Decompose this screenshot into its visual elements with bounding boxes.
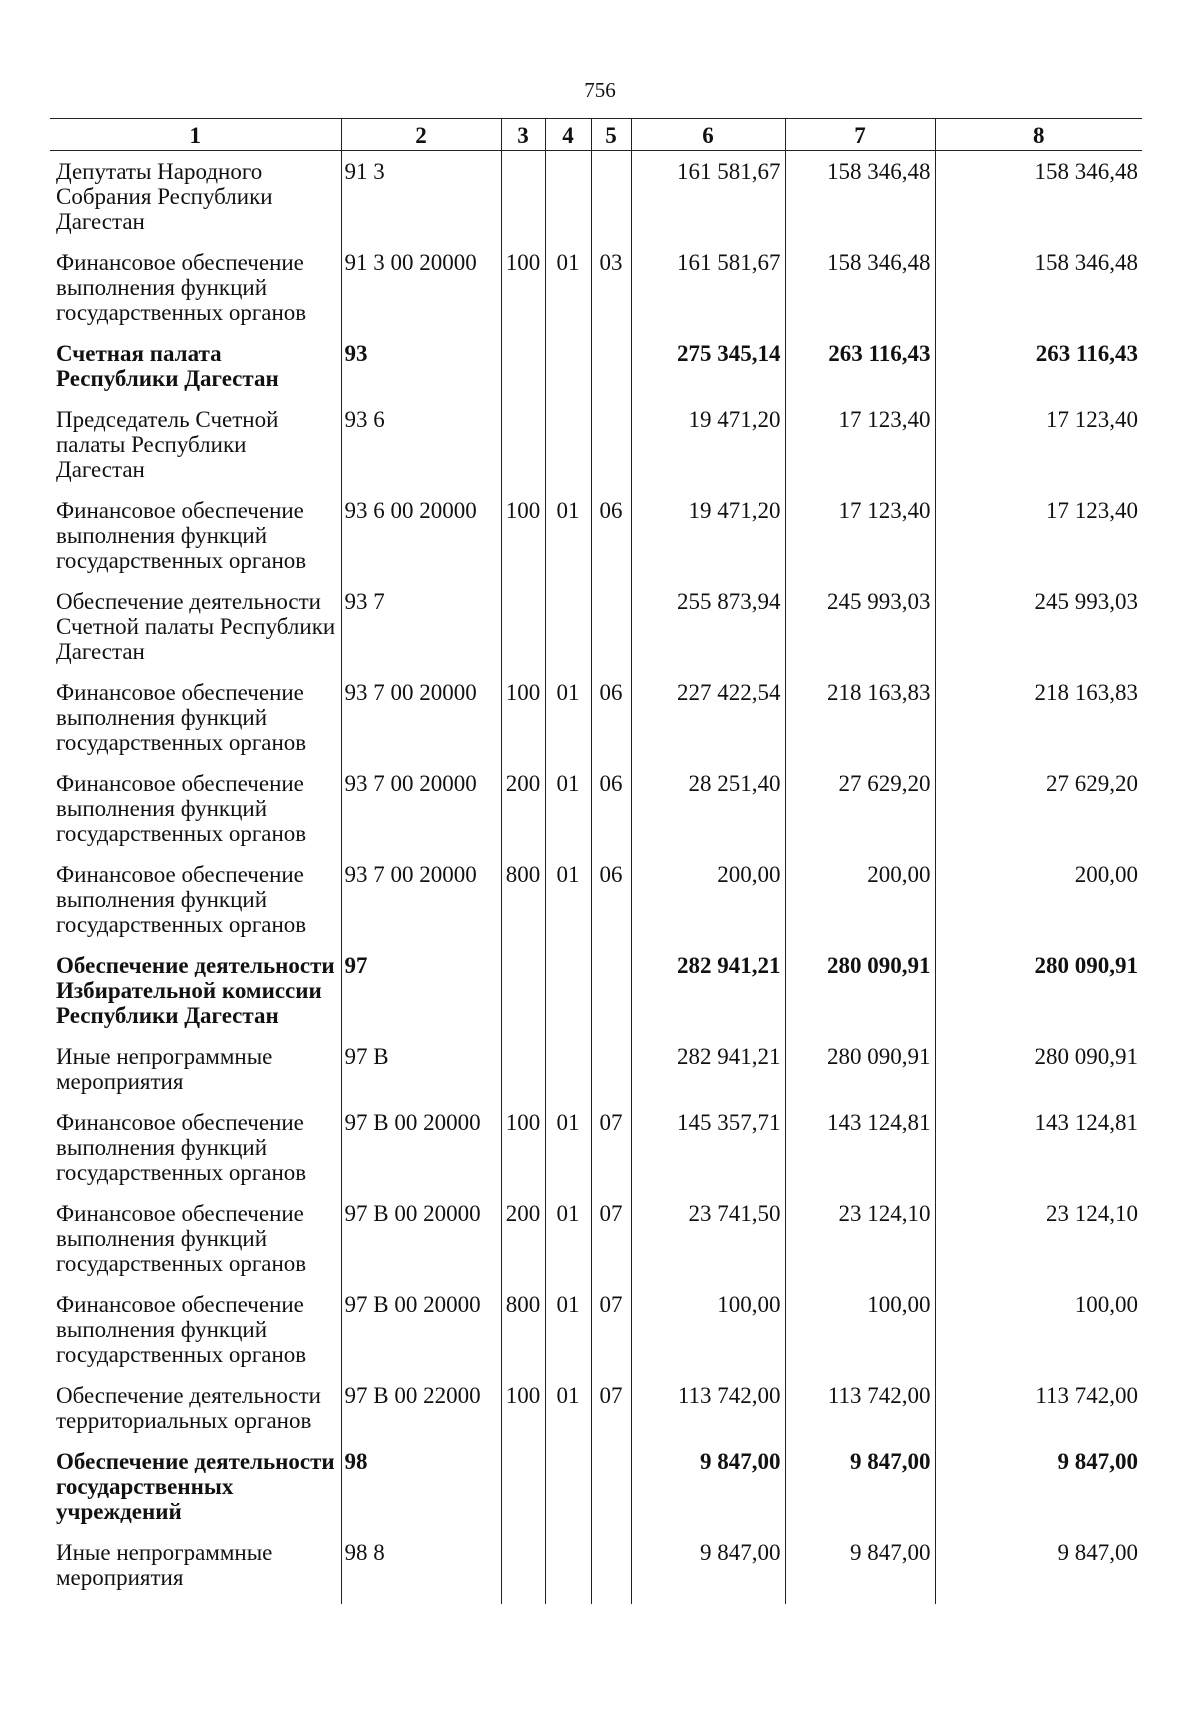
table-row <box>50 333 1142 399</box>
row-value-6: 9 847,00 <box>631 1441 785 1532</box>
row-code: 97 В <box>341 1036 501 1102</box>
row-col-4 <box>545 1036 591 1102</box>
row-col-5 <box>591 333 631 399</box>
row-value-7: 280 090,91 <box>785 1036 935 1102</box>
row-value-6: 100,00 <box>631 1284 785 1375</box>
row-name: Депутаты Народного Собрания Республики Дагестан <box>56 159 273 234</box>
row-value-7: 17 123,40 <box>785 490 935 581</box>
row-name: Счетная палата Республики Дагестан <box>56 341 279 391</box>
row-col-3: 200 <box>501 1193 545 1284</box>
row-value-8: 200,00 <box>935 854 1142 945</box>
row-col-4: 01 <box>545 854 591 945</box>
row-name: Председатель Счетной палаты Республики Дагестан <box>56 407 279 482</box>
row-name: Финансовое обеспечение выполнения функций государственных органов <box>56 862 307 937</box>
row-name: Обеспечение деятельности Избирательной комиссии Республики Дагестан <box>56 953 335 1028</box>
row-value-8: 280 090,91 <box>935 945 1142 1036</box>
row-code: 91 3 00 20000 <box>341 242 501 333</box>
table-row <box>50 945 1142 1036</box>
row-name: Обеспечение деятельности Счетной палаты Республики Дагестан <box>56 589 336 664</box>
row-value-6: 275 345,14 <box>631 333 785 399</box>
row-code: 97 В 00 20000 <box>341 1102 501 1193</box>
row-col-3: 800 <box>501 854 545 945</box>
row-col-5: 07 <box>591 1284 631 1375</box>
row-value-8: 17 123,40 <box>935 490 1142 581</box>
table-row <box>50 672 1142 763</box>
table-row <box>50 763 1142 854</box>
row-value-7: 218 163,83 <box>785 672 935 763</box>
row-value-6: 282 941,21 <box>631 945 785 1036</box>
row-col-4: 01 <box>545 763 591 854</box>
row-name: Обеспечение деятельности государственных учреждений <box>56 1449 335 1524</box>
row-col-4: 01 <box>545 490 591 581</box>
header-col-6: 6 <box>631 119 785 151</box>
row-col-5: 07 <box>591 1375 631 1441</box>
row-col-4: 01 <box>545 242 591 333</box>
header-col-2: 2 <box>341 119 501 151</box>
row-code: 93 7 00 20000 <box>341 854 501 945</box>
header-col-3: 3 <box>501 119 545 151</box>
row-col-3 <box>501 151 545 243</box>
row-col-4 <box>545 581 591 672</box>
row-value-8: 158 346,48 <box>935 242 1142 333</box>
row-col-4 <box>545 151 591 243</box>
row-value-6: 28 251,40 <box>631 763 785 854</box>
table-row <box>50 490 1142 581</box>
row-col-3: 200 <box>501 763 545 854</box>
row-code: 91 3 <box>341 151 501 243</box>
row-value-8: 9 847,00 <box>935 1441 1142 1532</box>
row-col-3 <box>501 945 545 1036</box>
row-value-8: 27 629,20 <box>935 763 1142 854</box>
budget-table <box>50 118 1142 1604</box>
row-value-7: 263 116,43 <box>785 333 935 399</box>
row-col-5: 06 <box>591 490 631 581</box>
row-code: 98 <box>341 1441 501 1532</box>
row-value-7: 158 346,48 <box>785 242 935 333</box>
row-value-8: 23 124,10 <box>935 1193 1142 1284</box>
row-value-6: 200,00 <box>631 854 785 945</box>
row-col-4 <box>545 399 591 490</box>
header-row <box>50 119 1142 151</box>
row-value-8: 113 742,00 <box>935 1375 1142 1441</box>
row-col-3: 100 <box>501 490 545 581</box>
row-col-4 <box>545 945 591 1036</box>
table-row <box>50 1441 1142 1532</box>
table-row <box>50 1284 1142 1375</box>
row-col-3 <box>501 1532 545 1604</box>
row-name: Финансовое обеспечение выполнения функций государственных органов <box>56 1110 307 1185</box>
row-code: 93 7 <box>341 581 501 672</box>
row-name: Обеспечение деятельности территориальных органов <box>56 1383 321 1433</box>
table-row <box>50 1036 1142 1102</box>
row-value-7: 113 742,00 <box>785 1375 935 1441</box>
table-row <box>50 1532 1142 1604</box>
row-name: Финансовое обеспечение выполнения функций государственных органов <box>56 771 307 846</box>
row-col-4: 01 <box>545 672 591 763</box>
row-value-8: 9 847,00 <box>935 1532 1142 1604</box>
row-col-4 <box>545 1532 591 1604</box>
row-col-3: 100 <box>501 1102 545 1193</box>
table-row <box>50 1193 1142 1284</box>
table-row <box>50 399 1142 490</box>
row-value-8: 100,00 <box>935 1284 1142 1375</box>
row-value-7: 143 124,81 <box>785 1102 935 1193</box>
table-row <box>50 854 1142 945</box>
row-value-7: 100,00 <box>785 1284 935 1375</box>
row-value-8: 17 123,40 <box>935 399 1142 490</box>
row-col-3: 100 <box>501 1375 545 1441</box>
row-value-6: 23 741,50 <box>631 1193 785 1284</box>
page-number: 756 <box>584 78 616 102</box>
row-value-6: 161 581,67 <box>631 151 785 243</box>
row-col-3 <box>501 1441 545 1532</box>
row-code: 93 7 00 20000 <box>341 763 501 854</box>
row-code: 97 В 00 20000 <box>341 1193 501 1284</box>
row-code: 93 7 00 20000 <box>341 672 501 763</box>
row-value-8: 143 124,81 <box>935 1102 1142 1193</box>
row-col-3: 100 <box>501 672 545 763</box>
row-name: Иные непрограммные мероприятия <box>56 1044 273 1094</box>
table-row <box>50 151 1142 243</box>
row-value-8: 263 116,43 <box>935 333 1142 399</box>
row-name: Финансовое обеспечение выполнения функций государственных органов <box>56 250 307 325</box>
row-col-3: 800 <box>501 1284 545 1375</box>
row-value-6: 113 742,00 <box>631 1375 785 1441</box>
table-row <box>50 1375 1142 1441</box>
row-name: Финансовое обеспечение выполнения функций государственных органов <box>56 498 307 573</box>
row-name: Финансовое обеспечение выполнения функций государственных органов <box>56 1292 307 1367</box>
row-value-7: 158 346,48 <box>785 151 935 243</box>
table-row <box>50 242 1142 333</box>
row-col-5 <box>591 151 631 243</box>
row-col-5: 03 <box>591 242 631 333</box>
row-col-4: 01 <box>545 1284 591 1375</box>
row-col-3 <box>501 333 545 399</box>
header-col-4: 4 <box>545 119 591 151</box>
table-body <box>50 151 1142 1605</box>
row-code: 97 В 00 22000 <box>341 1375 501 1441</box>
row-code: 93 6 00 20000 <box>341 490 501 581</box>
row-value-6: 9 847,00 <box>631 1532 785 1604</box>
row-col-5 <box>591 945 631 1036</box>
table-row <box>50 581 1142 672</box>
row-value-7: 9 847,00 <box>785 1441 935 1532</box>
row-value-6: 282 941,21 <box>631 1036 785 1102</box>
header-col-1: 1 <box>50 119 341 151</box>
header-col-7: 7 <box>785 119 935 151</box>
row-col-5: 07 <box>591 1193 631 1284</box>
table-row <box>50 1102 1142 1193</box>
row-value-7: 280 090,91 <box>785 945 935 1036</box>
row-name: Иные непрограммные мероприятия <box>56 1540 273 1590</box>
row-value-8: 280 090,91 <box>935 1036 1142 1102</box>
row-col-5 <box>591 581 631 672</box>
row-name: Финансовое обеспечение выполнения функций государственных органов <box>56 1201 307 1276</box>
row-code: 93 <box>341 333 501 399</box>
row-code: 97 <box>341 945 501 1036</box>
row-value-6: 227 422,54 <box>631 672 785 763</box>
row-name: Финансовое обеспечение выполнения функций государственных органов <box>56 680 307 755</box>
header-col-5: 5 <box>591 119 631 151</box>
row-value-8: 218 163,83 <box>935 672 1142 763</box>
row-col-5 <box>591 1441 631 1532</box>
row-code: 93 6 <box>341 399 501 490</box>
row-col-5 <box>591 1036 631 1102</box>
row-value-8: 245 993,03 <box>935 581 1142 672</box>
row-col-4: 01 <box>545 1193 591 1284</box>
row-code: 97 В 00 20000 <box>341 1284 501 1375</box>
row-value-7: 245 993,03 <box>785 581 935 672</box>
row-col-4: 01 <box>545 1375 591 1441</box>
row-col-5: 06 <box>591 763 631 854</box>
row-value-6: 255 873,94 <box>631 581 785 672</box>
row-col-5 <box>591 1532 631 1604</box>
row-value-7: 27 629,20 <box>785 763 935 854</box>
row-col-3: 100 <box>501 242 545 333</box>
row-code: 98 8 <box>341 1532 501 1604</box>
row-value-8: 158 346,48 <box>935 151 1142 243</box>
row-col-3 <box>501 399 545 490</box>
row-value-7: 9 847,00 <box>785 1532 935 1604</box>
row-col-5: 06 <box>591 672 631 763</box>
row-col-5: 06 <box>591 854 631 945</box>
row-value-6: 19 471,20 <box>631 399 785 490</box>
row-col-3 <box>501 581 545 672</box>
row-value-6: 19 471,20 <box>631 490 785 581</box>
row-col-4: 01 <box>545 1102 591 1193</box>
row-value-6: 145 357,71 <box>631 1102 785 1193</box>
row-col-5: 07 <box>591 1102 631 1193</box>
row-col-4 <box>545 1441 591 1532</box>
header-col-8: 8 <box>935 119 1142 151</box>
row-value-7: 17 123,40 <box>785 399 935 490</box>
row-col-4 <box>545 333 591 399</box>
row-col-3 <box>501 1036 545 1102</box>
row-col-5 <box>591 399 631 490</box>
row-value-6: 161 581,67 <box>631 242 785 333</box>
row-value-7: 23 124,10 <box>785 1193 935 1284</box>
row-value-7: 200,00 <box>785 854 935 945</box>
